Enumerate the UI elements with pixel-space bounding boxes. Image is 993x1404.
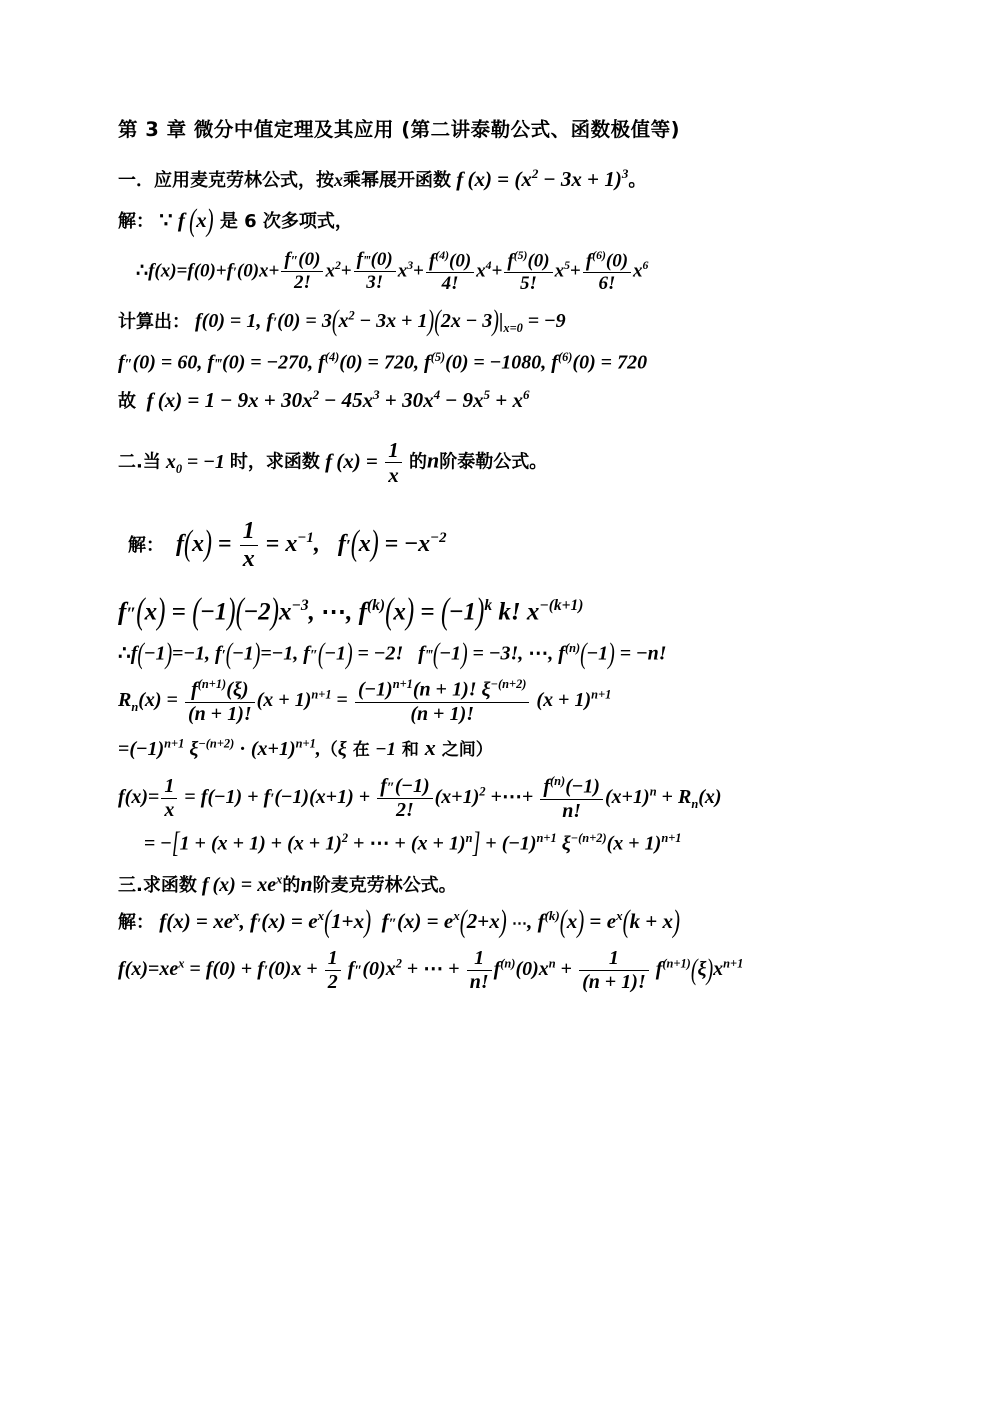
problem-1-statement-var: x — [334, 169, 343, 190]
page-title-text: 第 3 章 微分中值定理及其应用 (第二讲泰勒公式、函数极值等) — [118, 118, 681, 141]
problem-3-statement-b: 的 — [282, 875, 301, 897]
problem-2-remainder-line: $R_n(x)$ = $\frac{f^{(n+1)}(\xi)}{(n + 1)!}$ $(x + 1)^{n+1}$ = $\frac{(-1)^{n+1}(n + 1)! \xi^{-(n+2)}}{(n + 1)!}$ $(x + 1)^{n+1}$ — [118, 676, 612, 725]
problem-3-statement — [118, 873, 878, 895]
problem-1-maclaurin-formula: ∴f(x)=f(0)+f′(0)x+ $\frac{f''(0)}{2!}$ $x^2+$ $\frac{f‴(0)}{3!}$ $x^3+$ $\frac{f^{(4)}(0)}{4!}$ $x^4+$ $\frac{f^{(5)}(0)}{5!}$ $x^5+$ $\frac{f^{(6)}(0)}{6!}$ $x^6$ — [136, 248, 649, 294]
problem-3-order-n: n — [300, 871, 313, 897]
problem-1-result-line — [118, 388, 878, 411]
problem-1-compute-math: f(0) = 1, $f'(0) = 3(x^2 - 3x + 1)(2x - 3)|_{x=0} = -9$ — [190, 304, 566, 338]
problem-1-derivatives-line: f″(0) = 60, f‴(0) = −270, $f^{(4)}(0) = 720$, $f^{(5)}(0) = -1080$, $f^{(6)}(0) = 720$ — [118, 349, 648, 374]
problem-1-statement-suffix: 。 — [628, 169, 647, 191]
problem-2-x0: $x_0 = -1$ — [160, 450, 230, 476]
page-title — [118, 120, 878, 141]
problem-1-solution-label-line — [118, 201, 878, 238]
problem-1-function: f $(x) = (x^2 - 3x + 1)^3$ — [451, 165, 629, 191]
problem-2-remainder-math-2: $=(-1)^{n+1}$ $\xi^{-(n+2)} \cdot (x+1)^{n+1}$, — [118, 735, 321, 760]
problem-3-statement-c: 阶麦克劳林公式。 — [312, 875, 457, 897]
problem-2-statement-b: 时，求函数 — [229, 451, 320, 473]
problem-2-solution-line-3: ∴f(−1)=−1, f′(−1)=−1, f″(−1) = −2! f‴(−1) = −3!, ⋯, $f^{(n)}(-1) = -n$! — [118, 637, 667, 671]
problem-1-compute-label: 计算出： — [118, 311, 190, 333]
problem-3-function: f $(x) = xe^x$ — [196, 872, 283, 897]
problem-2-function: f (x) = $\frac{1}{x}$ — [320, 449, 409, 473]
problem-2-order-n: n — [427, 447, 440, 473]
problem-2-taylor-line: f(x)= $\frac{1}{x}$ = f(−1) + f′(−1)(x+1) + $\frac{f''(-1)}{2!}$ $(x+1)^2$ +⋯+ $\frac{f^{(n)}(-1)}{n!}$ $(x+1)^n + R_n(x)$ — [118, 774, 722, 822]
problem-2-math-1: f(x) = $\frac{1}{x}$ = $x^{-1}$, $f'(x) = -x^{-2}$ — [164, 517, 447, 572]
problem-1-statement — [118, 167, 878, 191]
problem-3-solution-label: 解： — [118, 912, 154, 934]
problem-2-statement-c: 的 — [409, 451, 428, 473]
problem-2-solution-line-2: $f''(x) = (-1)(-2)x^{-3}$, ⋯, $f^{(k)}(x) = (-1)^k$ k! $x^{-(k+1)}$ — [118, 591, 584, 632]
problem-2-solution-label: 解： — [128, 534, 164, 556]
problem-1-solution-label: 解： — [118, 211, 154, 232]
problem-1-therefore-label: 故 — [118, 391, 136, 413]
problem-3-math-1: $f(x) = xe^x$, $f'(x) = e^x(1+x) f''(x) = e^x(2+x)$ ⋯, $f^{(k)}(x) = e^x(k + x)$ — [154, 903, 681, 940]
problem-3-solution-line-2: $f(x)=xe^x = f(0) + f'(0)x$ + $\frac{1}{2}$ $f''(0)x^2$ + ⋯ + $\frac{1}{n!}$ $f^{(n)}(0)x^n$ + $\frac{1}{(n + 1)!}$ $f^{(n+1)}(\xi)x^{n+1}$ — [118, 947, 744, 994]
problem-2-taylor-line-2: = $-[1 + (x + 1) + (x + 1)^2$ + ⋯ + $(x + 1)^n] + (-1)^{n+1}$ $\xi^{-(n+2)}(x + 1)^{n+1}$ — [144, 826, 682, 860]
problem-2-statement — [118, 439, 878, 486]
problem-2-solution-line-1 — [128, 519, 878, 572]
problem-1-compute-line — [118, 304, 878, 338]
problem-2-statement-a: 二.当 — [118, 451, 161, 473]
problem-2-xi-range: （ξ 在 −1 和 x 之间） — [320, 734, 493, 760]
problem-3-statement-a: 三.求函数 — [118, 875, 197, 897]
problem-1-result-math: f $(x) = 1 - 9x + 30x^2 - 45x^3 + 30x^4 - 9x^5 + x^6$ — [136, 387, 530, 413]
problem-1-because: ∵ f (x) — [159, 201, 214, 238]
problem-2-remainder-line-2 — [118, 734, 878, 760]
problem-1-statement-prefix: 一．应用麦克劳林公式，按 — [118, 169, 334, 191]
problem-3-solution-line-1 — [118, 903, 878, 940]
problem-1-statement-mid: 乘幂展开函数 — [343, 169, 451, 191]
problem-1-because-text: 是 6 次多项式， — [213, 211, 353, 232]
problem-2-statement-d: 阶泰勒公式。 — [439, 451, 548, 473]
document-body — [118, 120, 878, 993]
